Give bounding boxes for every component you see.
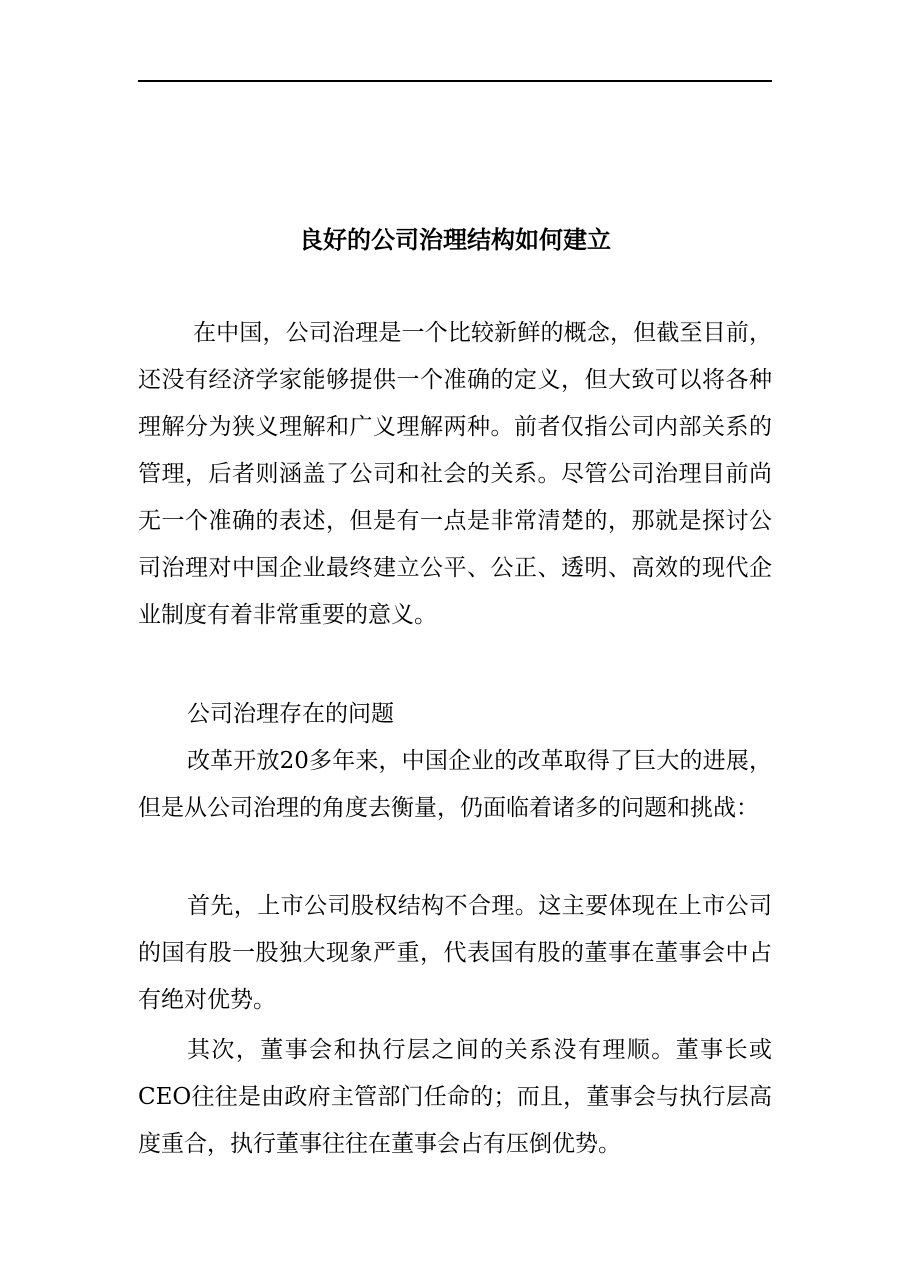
paragraph-second-issue: 其次，董事会和执行层之间的关系没有理顺。董事长或CEO往往是由政府主管部门任命的；而且，董事会与执行层高度重合，执行董事往往在董事会占有压倒优势。 <box>138 1037 772 1157</box>
paragraph-reform: 改革开放20多年来，中国企业的改革取得了巨大的进展，但是从公司治理的角度去衡量，仍面临着诸多的问题和挑战： <box>138 748 772 821</box>
paragraph-first-issue: 首先，上市公司股权结构不合理。这主要体现在上市公司的国有股一股独大现象严重，代表国有股的董事在董事会中占有绝对优势。 <box>138 893 772 1013</box>
header-rule <box>138 80 772 82</box>
intro-paragraph: 在中国，公司治理是一个比较新鲜的概念，但截至目前，还没有经济学家能够提供一个准确的定义，但大致可以将各种理解分为狭义理解和广义理解两种。前者仅指公司内部关系的管理，后者则涵盖了公司和社会的关系。尽管公司治理目前尚无一个准确的表述，但是有一点是非常清楚的，那就是探讨公司治理对中国企业最终建立公平、公正、透明、高效的现代企业制度有着非常重要的意义。 <box>138 320 772 628</box>
document-title: 良好的公司治理结构如何建立 <box>299 226 611 254</box>
section-heading: 公司治理存在的问题 <box>187 701 394 727</box>
